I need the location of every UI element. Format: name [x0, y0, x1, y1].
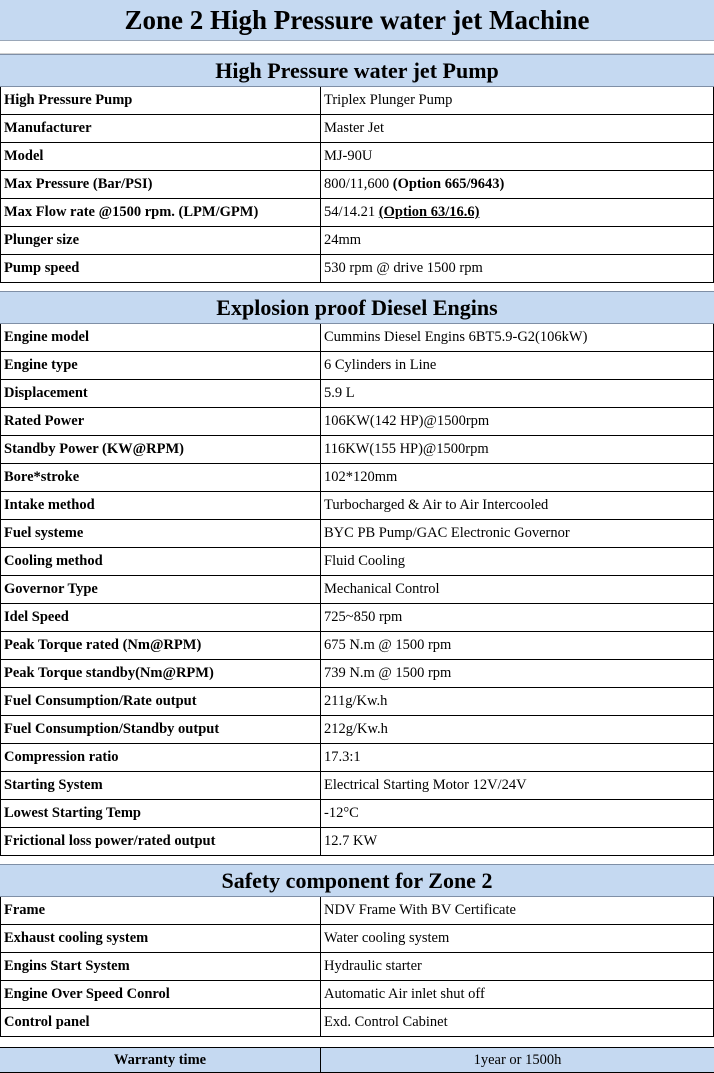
- spec-value: [321, 380, 714, 407]
- spec-value-text: 102*120mm: [324, 469, 398, 485]
- spec-value: [321, 408, 714, 435]
- table-row: [0, 227, 714, 255]
- spec-label: High Pressure Pump: [0, 87, 321, 114]
- spec-label: Engins Start System: [0, 953, 321, 980]
- spec-value-text: BYC PB Pump/GAC Electronic Governor: [324, 525, 570, 541]
- table-row: [0, 1009, 714, 1037]
- spec-value-text: NDV Frame With BV Certificate: [324, 902, 516, 918]
- spec-value: [321, 464, 714, 491]
- spec-option: (Option 665/9643): [392, 176, 505, 192]
- spec-value: [321, 660, 714, 687]
- table-row: [0, 716, 714, 744]
- table-row: [0, 576, 714, 604]
- spec-label: Idel Speed: [0, 604, 321, 631]
- spec-value-text: 212g/Kw.h: [324, 721, 388, 737]
- warranty-row: [0, 1047, 714, 1073]
- spec-value-text: 6 Cylinders in Line: [324, 357, 437, 373]
- spec-value-text: Automatic Air inlet shut off: [324, 986, 485, 1002]
- table-row: [0, 828, 714, 856]
- spec-label: Control panel: [0, 1009, 321, 1036]
- spec-value: [321, 828, 714, 855]
- spec-value-text: 116KW(155 HP)@1500rpm: [324, 441, 489, 457]
- table-row: [0, 604, 714, 632]
- spec-value-text: 54/14.21: [324, 204, 379, 220]
- table-row: [0, 925, 714, 953]
- spec-value-text: MJ-90U: [324, 148, 373, 164]
- spec-value-text: 530 rpm @ drive 1500 rpm: [324, 260, 483, 276]
- spec-label: Fuel Consumption/Standby output: [0, 716, 321, 743]
- spec-label: Max Flow rate @1500 rpm. (LPM/GPM): [0, 199, 321, 226]
- spec-value: [321, 115, 714, 142]
- spec-value: [321, 897, 714, 924]
- spec-value-text: Triplex Plunger Pump: [324, 92, 453, 108]
- spec-value: [321, 227, 714, 254]
- spec-value: [321, 604, 714, 631]
- spec-value-text: Hydraulic starter: [324, 958, 422, 974]
- spec-label: Exhaust cooling system: [0, 925, 321, 952]
- spec-label: Governor Type: [0, 576, 321, 603]
- spec-value-text: Cummins Diesel Engins 6BT5.9-G2(106kW): [324, 329, 588, 345]
- section-heading-engine: Explosion proof Diesel Engins: [0, 291, 714, 324]
- spec-label: Engine type: [0, 352, 321, 379]
- spec-value-text: 5.9 L: [324, 385, 355, 401]
- spec-label: Plunger size: [0, 227, 321, 254]
- spec-label: Engine Over Speed Conrol: [0, 981, 321, 1008]
- spec-value-text: 725~850 rpm: [324, 609, 403, 625]
- spacer: [0, 41, 714, 54]
- spec-value: [321, 772, 714, 799]
- spec-value: [321, 199, 714, 226]
- spec-value: [321, 548, 714, 575]
- spec-value: [321, 632, 714, 659]
- table-row: [0, 199, 714, 227]
- table-row: [0, 87, 714, 115]
- warranty-label: Warranty time: [0, 1048, 321, 1072]
- pump-table: [0, 87, 714, 283]
- spec-label: Pump speed: [0, 255, 321, 282]
- spec-label: Engine model: [0, 324, 321, 351]
- spec-value-text: 12.7 KW: [324, 833, 378, 849]
- spec-value: [321, 520, 714, 547]
- spec-value-text: Turbocharged & Air to Air Intercooled: [324, 497, 549, 513]
- spacer: [0, 856, 714, 864]
- table-row: [0, 632, 714, 660]
- table-row: [0, 408, 714, 436]
- page-title: Zone 2 High Pressure water jet Machine: [0, 0, 714, 41]
- section-heading-pump: High Pressure water jet Pump: [0, 54, 714, 87]
- spec-value: [321, 576, 714, 603]
- spec-value: [321, 436, 714, 463]
- table-row: [0, 324, 714, 352]
- table-row: [0, 688, 714, 716]
- spec-value-text: 211g/Kw.h: [324, 693, 388, 709]
- table-row: [0, 660, 714, 688]
- spec-value-text: 675 N.m @ 1500 rpm: [324, 637, 452, 653]
- spec-value: [321, 352, 714, 379]
- table-row: [0, 897, 714, 925]
- spec-value: [321, 143, 714, 170]
- table-row: [0, 744, 714, 772]
- table-row: [0, 800, 714, 828]
- spec-value: [321, 255, 714, 282]
- table-row: [0, 981, 714, 1009]
- spec-value-text: 739 N.m @ 1500 rpm: [324, 665, 452, 681]
- spec-value-text: Fluid Cooling: [324, 553, 405, 569]
- spec-label: Lowest Starting Temp: [0, 800, 321, 827]
- spec-value: [321, 688, 714, 715]
- spec-value-text: 106KW(142 HP)@1500rpm: [324, 413, 490, 429]
- spec-label: Max Pressure (Bar/PSI): [0, 171, 321, 198]
- spec-value-text: 24mm: [324, 232, 362, 248]
- table-row: [0, 115, 714, 143]
- table-row: [0, 380, 714, 408]
- spec-value: [321, 324, 714, 351]
- table-row: [0, 464, 714, 492]
- table-row: [0, 436, 714, 464]
- table-row: [0, 520, 714, 548]
- spec-value: [321, 492, 714, 519]
- safety-table: [0, 897, 714, 1037]
- spec-label: Compression ratio: [0, 744, 321, 771]
- spec-label: Frictional loss power/rated output: [0, 828, 321, 855]
- spec-value: [321, 87, 714, 114]
- spacer: [0, 283, 714, 291]
- spec-value-text: 17.3:1: [324, 749, 361, 765]
- warranty-value: 1year or 1500h: [473, 1052, 562, 1068]
- table-row: [0, 143, 714, 171]
- spec-value-text: Exd. Control Cabinet: [324, 1014, 448, 1030]
- spec-label: Rated Power: [0, 408, 321, 435]
- spec-value-text: Master Jet: [324, 120, 384, 136]
- spec-value: [321, 925, 714, 952]
- spec-value: [321, 953, 714, 980]
- table-row: [0, 255, 714, 283]
- spec-label: Fuel systeme: [0, 520, 321, 547]
- spec-value-text: -12°C: [324, 805, 359, 821]
- spec-label: Displacement: [0, 380, 321, 407]
- spec-label: Intake method: [0, 492, 321, 519]
- spec-label: Starting System: [0, 772, 321, 799]
- spec-value: [321, 171, 714, 198]
- spec-value: [321, 1009, 714, 1036]
- section-heading-safety: Safety component for Zone 2: [0, 864, 714, 897]
- spec-label: Peak Torque standby(Nm@RPM): [0, 660, 321, 687]
- spec-label: Cooling method: [0, 548, 321, 575]
- spec-value-text: Water cooling system: [324, 930, 450, 946]
- spec-label: Fuel Consumption/Rate output: [0, 688, 321, 715]
- spec-label: Peak Torque rated (Nm@RPM): [0, 632, 321, 659]
- spec-value: [321, 744, 714, 771]
- spec-value-text: Electrical Starting Motor 12V/24V: [324, 777, 527, 793]
- spec-label: Bore*stroke: [0, 464, 321, 491]
- spec-value: [321, 716, 714, 743]
- spec-value: [321, 981, 714, 1008]
- spec-value-text: Mechanical Control: [324, 581, 440, 597]
- table-row: [0, 953, 714, 981]
- table-row: [0, 772, 714, 800]
- table-row: [0, 492, 714, 520]
- spec-value-text: 800/11,600: [324, 176, 393, 192]
- spec-label: Manufacturer: [0, 115, 321, 142]
- engine-table: [0, 324, 714, 856]
- table-row: [0, 352, 714, 380]
- spec-label: Frame: [0, 897, 321, 924]
- spec-value: [321, 800, 714, 827]
- table-row: [0, 171, 714, 199]
- spec-label: Model: [0, 143, 321, 170]
- spec-label: Standby Power (KW@RPM): [0, 436, 321, 463]
- table-row: [0, 548, 714, 576]
- spec-option: (Option 63/16.6): [378, 204, 480, 220]
